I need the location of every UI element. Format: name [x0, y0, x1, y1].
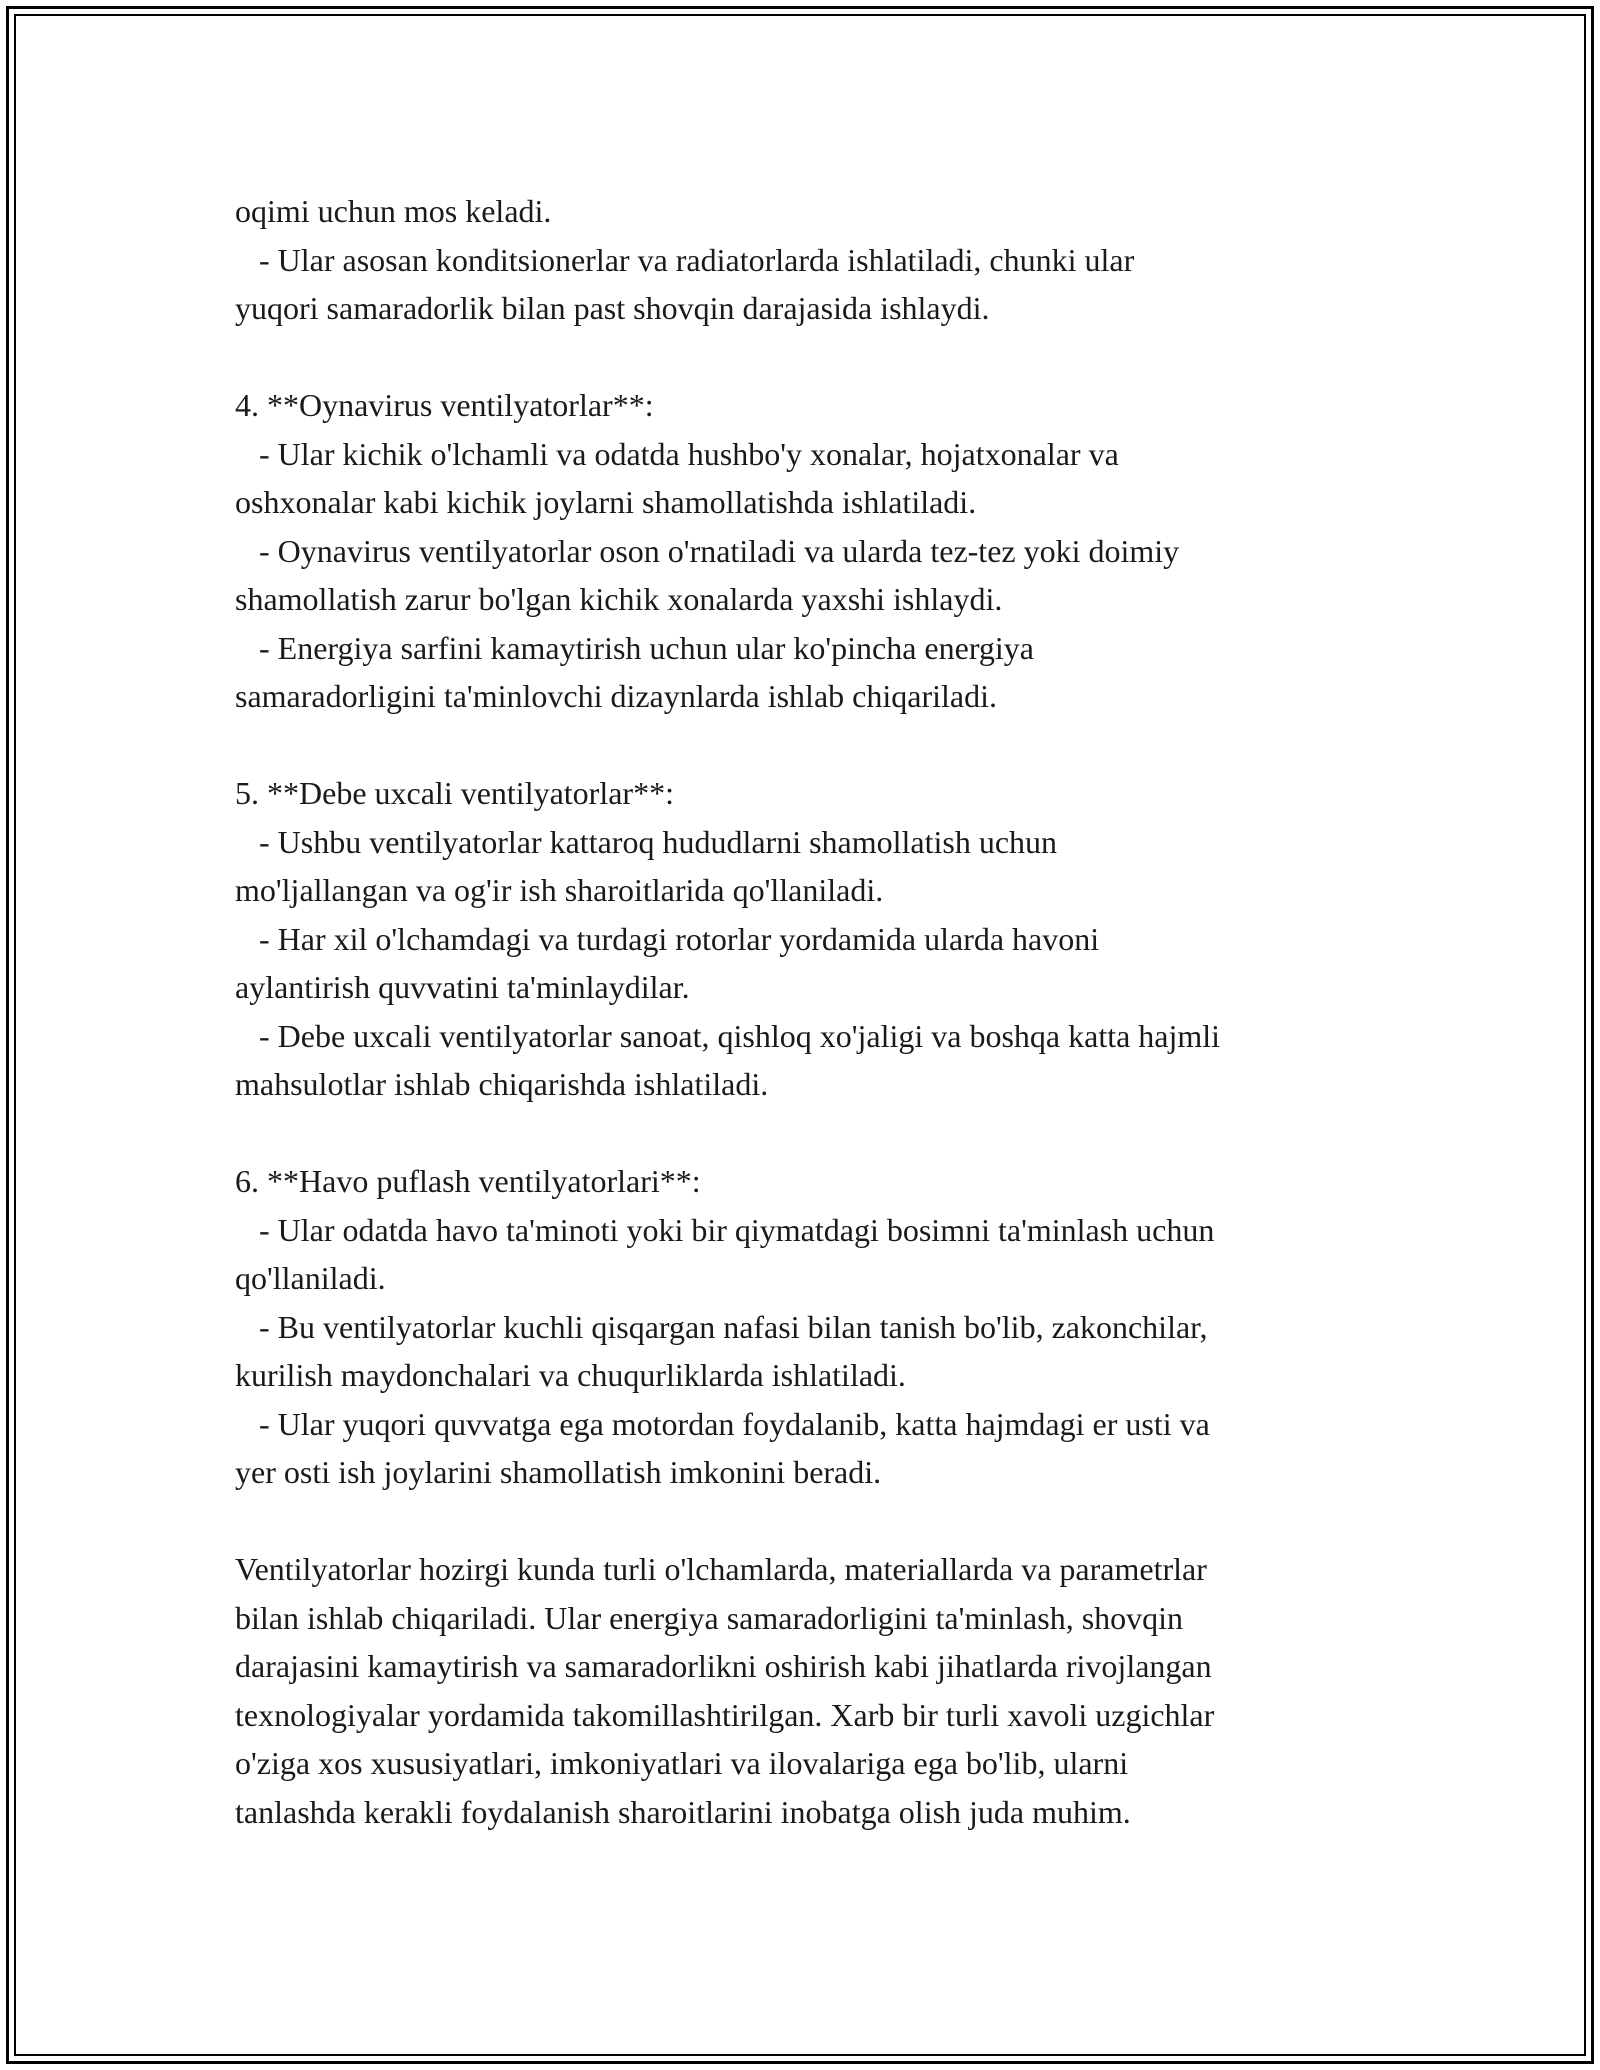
text-line: - Energiya sarfini kamaytirish uchun ular ko'pincha energiya — [235, 629, 1034, 666]
text-line: yuqori samaradorlik bilan past shovqin darajasida ishlaydi. — [235, 290, 990, 326]
text-line: yer osti ish joylarini shamollatish imkonini beradi. — [235, 1454, 882, 1490]
blank-line — [235, 721, 1395, 770]
text-line: - Ushbu ventilyatorlar kattaroq hududlarni shamollatish uchun — [235, 823, 1058, 860]
text-line: oqimi uchun mos keladi. — [235, 193, 552, 229]
text-line: - Bu ventilyatorlar kuchli qisqargan nafasi bilan tanish bo'lib, zakonchilar, — [235, 1308, 1208, 1345]
section-heading: 4. **Oynavirus ventilyatorlar**: — [235, 387, 654, 423]
document-body — [235, 187, 1395, 1836]
blank-line — [235, 333, 1395, 382]
text-line: - Ular asosan konditsionerlar va radiatorlarda ishlatiladi, chunki ular — [235, 241, 1135, 278]
text-line: - Ular kichik o'lchamli va odatda hushbo'y xonalar, hojatxonalar va — [235, 435, 1119, 472]
text-line: mo'ljallangan va og'ir ish sharoitlarida qo'llaniladi. — [235, 872, 884, 908]
text-line: - Ular odatda havo ta'minoti yoki bir qiymatdagi bosimni ta'minlash uchun — [235, 1211, 1215, 1248]
text-line: qo'llaniladi. — [235, 1260, 386, 1296]
text-line: - Debe uxcali ventilyatorlar sanoat, qishloq xo'jaligi va boshqa katta hajmli — [235, 1017, 1221, 1054]
paragraph-line: Ventilyatorlar hozirgi kunda turli o'lchamlarda, materiallarda va parametrlar — [235, 1551, 1207, 1587]
paragraph-line: darajasini kamaytirish va samaradorlikni oshirish kabi jihatlarda rivojlangan — [235, 1648, 1212, 1684]
text-line: mahsulotlar ishlab chiqarishda ishlatiladi. — [235, 1066, 769, 1102]
section-heading: 5. **Debe uxcali ventilyatorlar**: — [235, 775, 674, 811]
text-line: - Ular yuqori quvvatga ega motordan foydalanib, katta hajmdagi er usti va — [235, 1405, 1210, 1442]
text-line: oshxonalar kabi kichik joylarni shamollatishda ishlatiladi. — [235, 484, 977, 520]
paragraph-line: texnologiyalar yordamida takomillashtirilgan. Xarb bir turli xavoli uzgichlar — [235, 1696, 1215, 1733]
blank-line — [235, 1109, 1395, 1158]
text-line: shamollatish zarur bo'lgan kichik xonalarda yaxshi ishlaydi. — [235, 581, 1003, 617]
section-heading: 6. **Havo puflash ventilyatorlari**: — [235, 1163, 701, 1199]
text-line: - Har xil o'lchamdagi va turdagi rotorlar yordamida ularda havoni — [235, 920, 1100, 957]
text-line: aylantirish quvvatini ta'minlaydilar. — [235, 969, 690, 1005]
blank-line — [235, 1497, 1395, 1546]
paragraph-line: bilan ishlab chiqariladi. Ular energiya samaradorligini ta'minlash, shovqin — [235, 1599, 1184, 1636]
text-line: samaradorligini ta'minlovchi dizaynlarda ishlab chiqariladi. — [235, 678, 997, 714]
paragraph-line: o'ziga xos xususiyatlari, imkoniyatlari va ilovalariga ega bo'lib, ularni — [235, 1745, 1129, 1781]
text-line: - Oynavirus ventilyatorlar oson o'rnatiladi va ularda tez-tez yoki doimiy — [235, 532, 1180, 569]
text-line: kurilish maydonchalari va chuqurliklarda ishlatiladi. — [235, 1357, 906, 1393]
paragraph-line: tanlashda kerakli foydalanish sharoitlarini inobatga olish juda muhim. — [235, 1793, 1131, 1830]
